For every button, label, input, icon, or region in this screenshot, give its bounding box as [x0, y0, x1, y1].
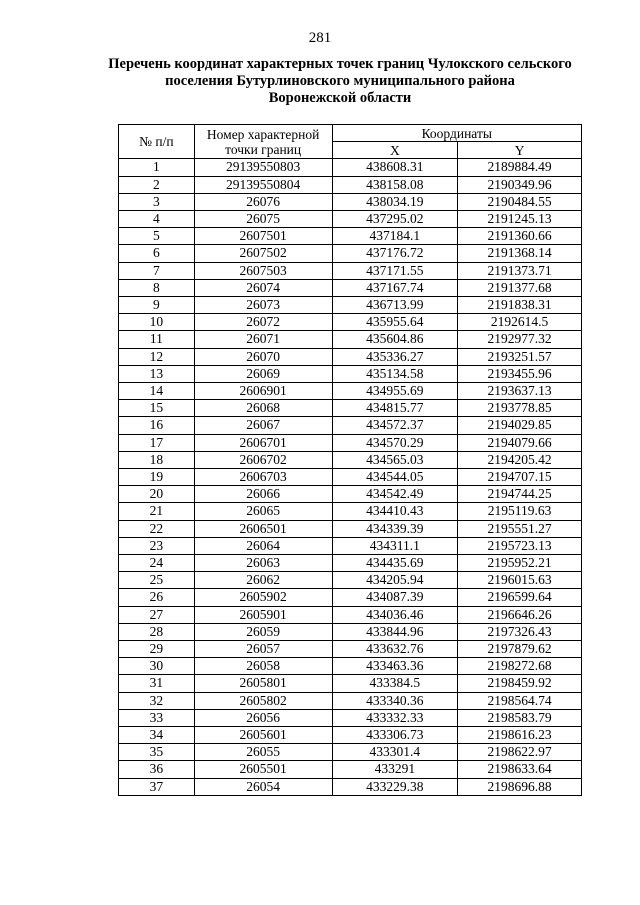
cell-x: 437184.1 [332, 228, 458, 245]
cell-point-id: 29139550803 [194, 159, 332, 176]
table-row [119, 503, 582, 520]
table-row [119, 537, 582, 554]
cell-number: 33 [119, 709, 195, 726]
cell-y: 2198616.23 [458, 727, 582, 744]
table-row [119, 709, 582, 726]
cell-x: 434570.29 [332, 434, 458, 451]
cell-y: 2192977.32 [458, 331, 582, 348]
cell-y: 2194029.85 [458, 417, 582, 434]
cell-number: 29 [119, 641, 195, 658]
cell-x: 436713.99 [332, 297, 458, 314]
cell-y: 2191245.13 [458, 210, 582, 227]
cell-x: 435604.86 [332, 331, 458, 348]
table-row [119, 365, 582, 382]
cell-y: 2191377.68 [458, 279, 582, 296]
cell-point-id: 2605902 [194, 589, 332, 606]
table-row [119, 400, 582, 417]
cell-y: 2195952.21 [458, 555, 582, 572]
table-row [119, 383, 582, 400]
table-row [119, 658, 582, 675]
cell-y: 2195723.13 [458, 537, 582, 554]
cell-x: 433301.4 [332, 744, 458, 761]
cell-number: 21 [119, 503, 195, 520]
header-point-line-2: точки границ [225, 141, 302, 157]
cell-number: 14 [119, 383, 195, 400]
cell-y: 2198272.68 [458, 658, 582, 675]
cell-y: 2194707.15 [458, 469, 582, 486]
table-row [119, 692, 582, 709]
cell-point-id: 26068 [194, 400, 332, 417]
table-row [119, 727, 582, 744]
cell-point-id: 26073 [194, 297, 332, 314]
cell-point-id: 26076 [194, 193, 332, 210]
cell-number: 17 [119, 434, 195, 451]
cell-x: 437171.55 [332, 262, 458, 279]
cell-point-id: 26064 [194, 537, 332, 554]
cell-y: 2190484.55 [458, 193, 582, 210]
cell-number: 25 [119, 572, 195, 589]
cell-y: 2198696.88 [458, 778, 582, 795]
table-row [119, 279, 582, 296]
table-row [119, 641, 582, 658]
cell-point-id: 26071 [194, 331, 332, 348]
cell-point-id: 26075 [194, 210, 332, 227]
table-row [119, 245, 582, 262]
cell-point-id: 2607502 [194, 245, 332, 262]
cell-x: 433844.96 [332, 623, 458, 640]
cell-number: 27 [119, 606, 195, 623]
cell-y: 2193455.96 [458, 365, 582, 382]
cell-y: 2194079.66 [458, 434, 582, 451]
cell-point-id: 26067 [194, 417, 332, 434]
table-row [119, 193, 582, 210]
cell-x: 434955.69 [332, 383, 458, 400]
table-row [119, 744, 582, 761]
cell-point-id: 2607501 [194, 228, 332, 245]
cell-y: 2196015.63 [458, 572, 582, 589]
table-row [119, 451, 582, 468]
cell-point-id: 2606701 [194, 434, 332, 451]
cell-y: 2189884.49 [458, 159, 582, 176]
cell-number: 30 [119, 658, 195, 675]
cell-y: 2194205.42 [458, 451, 582, 468]
cell-x: 433306.73 [332, 727, 458, 744]
cell-x: 434087.39 [332, 589, 458, 606]
cell-number: 4 [119, 210, 195, 227]
cell-x: 433229.38 [332, 778, 458, 795]
cell-number: 7 [119, 262, 195, 279]
cell-number: 1 [119, 159, 195, 176]
cell-number: 9 [119, 297, 195, 314]
cell-x: 433632.76 [332, 641, 458, 658]
cell-point-id: 26072 [194, 314, 332, 331]
cell-x: 437167.74 [332, 279, 458, 296]
cell-number: 16 [119, 417, 195, 434]
cell-number: 35 [119, 744, 195, 761]
table-row [119, 210, 582, 227]
cell-number: 26 [119, 589, 195, 606]
cell-number: 23 [119, 537, 195, 554]
cell-x: 434572.37 [332, 417, 458, 434]
cell-y: 2196599.64 [458, 589, 582, 606]
cell-x: 433291 [332, 761, 458, 778]
cell-number: 5 [119, 228, 195, 245]
cell-x: 435134.58 [332, 365, 458, 382]
cell-y: 2198583.79 [458, 709, 582, 726]
header-number: № п/п [119, 125, 195, 159]
cell-point-id: 26070 [194, 348, 332, 365]
cell-x: 433332.33 [332, 709, 458, 726]
cell-point-id: 2605901 [194, 606, 332, 623]
cell-point-id: 29139550804 [194, 176, 332, 193]
cell-point-id: 26063 [194, 555, 332, 572]
cell-number: 32 [119, 692, 195, 709]
cell-y: 2194744.25 [458, 486, 582, 503]
cell-y: 2198633.64 [458, 761, 582, 778]
cell-point-id: 26059 [194, 623, 332, 640]
page-number: 281 [308, 30, 332, 46]
cell-y: 2193778.85 [458, 400, 582, 417]
cell-x: 434544.05 [332, 469, 458, 486]
cell-number: 2 [119, 176, 195, 193]
table-body [119, 159, 582, 796]
cell-point-id: 2605802 [194, 692, 332, 709]
cell-x: 434311.1 [332, 537, 458, 554]
table-row [119, 520, 582, 537]
cell-point-id: 2605601 [194, 727, 332, 744]
table-header [119, 125, 582, 159]
cell-number: 34 [119, 727, 195, 744]
cell-number: 19 [119, 469, 195, 486]
cell-x: 433463.36 [332, 658, 458, 675]
cell-y: 2195119.63 [458, 503, 582, 520]
table-row [119, 589, 582, 606]
cell-number: 6 [119, 245, 195, 262]
cell-point-id: 2607503 [194, 262, 332, 279]
header-coordinates: Координаты [332, 125, 582, 142]
cell-y: 2198622.97 [458, 744, 582, 761]
table-row [119, 262, 582, 279]
cell-x: 437176.72 [332, 245, 458, 262]
title-line-2: поселения Бутурлиновского муниципального района [165, 73, 515, 89]
cell-y: 2196646.26 [458, 606, 582, 623]
cell-number: 13 [119, 365, 195, 382]
coordinates-table [118, 124, 582, 796]
cell-point-id: 2606702 [194, 451, 332, 468]
cell-number: 18 [119, 451, 195, 468]
cell-number: 3 [119, 193, 195, 210]
header-x: X [332, 142, 458, 159]
cell-y: 2192614.5 [458, 314, 582, 331]
header-point [194, 125, 332, 159]
cell-y: 2193637.13 [458, 383, 582, 400]
table-row [119, 555, 582, 572]
table-row [119, 159, 582, 176]
cell-x: 437295.02 [332, 210, 458, 227]
cell-number: 11 [119, 331, 195, 348]
header-y: Y [458, 142, 582, 159]
cell-point-id: 26066 [194, 486, 332, 503]
cell-point-id: 2606703 [194, 469, 332, 486]
table-row [119, 348, 582, 365]
table-row [119, 331, 582, 348]
cell-number: 12 [119, 348, 195, 365]
cell-x: 433340.36 [332, 692, 458, 709]
table-row [119, 778, 582, 795]
cell-x: 434410.43 [332, 503, 458, 520]
cell-x: 434339.39 [332, 520, 458, 537]
cell-point-id: 26054 [194, 778, 332, 795]
cell-y: 2191838.31 [458, 297, 582, 314]
cell-y: 2191373.71 [458, 262, 582, 279]
cell-number: 15 [119, 400, 195, 417]
table-row [119, 469, 582, 486]
table-row [119, 486, 582, 503]
document-title [70, 56, 610, 107]
cell-point-id: 26074 [194, 279, 332, 296]
cell-x: 434205.94 [332, 572, 458, 589]
cell-y: 2198459.92 [458, 675, 582, 692]
cell-y: 2198564.74 [458, 692, 582, 709]
cell-point-id: 2606901 [194, 383, 332, 400]
cell-point-id: 2605501 [194, 761, 332, 778]
cell-y: 2190349.96 [458, 176, 582, 193]
cell-x: 438034.19 [332, 193, 458, 210]
table-row [119, 297, 582, 314]
cell-x: 434435.69 [332, 555, 458, 572]
cell-x: 434542.49 [332, 486, 458, 503]
table-row [119, 434, 582, 451]
cell-point-id: 2605801 [194, 675, 332, 692]
cell-y: 2197326.43 [458, 623, 582, 640]
cell-point-id: 26058 [194, 658, 332, 675]
cell-x: 438158.08 [332, 176, 458, 193]
cell-y: 2191368.14 [458, 245, 582, 262]
cell-x: 433384.5 [332, 675, 458, 692]
cell-y: 2191360.66 [458, 228, 582, 245]
cell-point-id: 26056 [194, 709, 332, 726]
cell-number: 31 [119, 675, 195, 692]
table-row [119, 675, 582, 692]
cell-point-id: 2606501 [194, 520, 332, 537]
cell-point-id: 26057 [194, 641, 332, 658]
cell-number: 37 [119, 778, 195, 795]
table-row [119, 606, 582, 623]
cell-x: 435336.27 [332, 348, 458, 365]
cell-y: 2197879.62 [458, 641, 582, 658]
cell-y: 2195551.27 [458, 520, 582, 537]
cell-x: 434565.03 [332, 451, 458, 468]
cell-point-id: 26055 [194, 744, 332, 761]
title-line-1: Перечень координат характерных точек границ Чулокского сельского [108, 56, 572, 72]
cell-point-id: 26062 [194, 572, 332, 589]
table-row [119, 228, 582, 245]
table-row [119, 176, 582, 193]
cell-point-id: 26069 [194, 365, 332, 382]
cell-x: 434036.46 [332, 606, 458, 623]
cell-number: 8 [119, 279, 195, 296]
cell-number: 10 [119, 314, 195, 331]
table-row [119, 314, 582, 331]
cell-x: 438608.31 [332, 159, 458, 176]
cell-number: 28 [119, 623, 195, 640]
table-row [119, 417, 582, 434]
header-point-line-1: Номер характерной [206, 126, 320, 142]
cell-point-id: 26065 [194, 503, 332, 520]
table-row [119, 623, 582, 640]
cell-number: 36 [119, 761, 195, 778]
cell-number: 24 [119, 555, 195, 572]
title-line-3: Воронежской области [268, 90, 412, 106]
cell-number: 22 [119, 520, 195, 537]
table-row [119, 761, 582, 778]
cell-number: 20 [119, 486, 195, 503]
cell-y: 2193251.57 [458, 348, 582, 365]
table-row [119, 572, 582, 589]
cell-x: 434815.77 [332, 400, 458, 417]
cell-x: 435955.64 [332, 314, 458, 331]
